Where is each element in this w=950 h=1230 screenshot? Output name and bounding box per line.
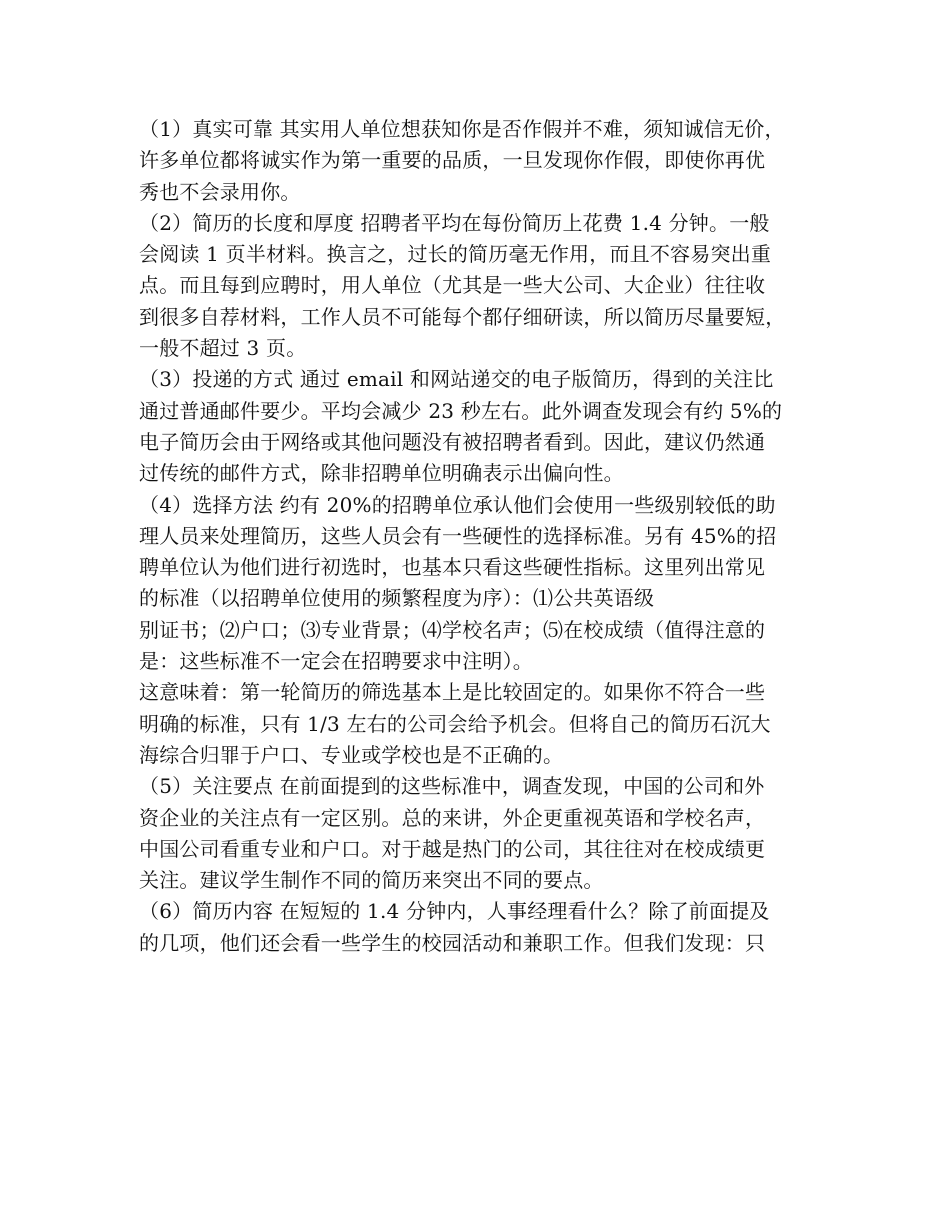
- text-line: 到很多自荐材料，工作人员不可能每个都仔细研读，所以简历尽量要短，: [139, 304, 786, 329]
- text-line: 海综合归罪于户口、专业或学校也是不正确的。: [139, 742, 564, 767]
- text-line: 的几项，他们还会看一些学生的校园活动和兼职工作。但我们发现：只: [139, 930, 766, 955]
- text-line: 这意味着：第一轮简历的筛选基本上是比较固定的。如果你不符合一些: [139, 680, 766, 705]
- text-line: 理人员来处理简历，这些人员会有一些硬性的选择标准。另有 45%的招: [139, 523, 777, 548]
- text-line: 点。而且每到应聘时，用人单位（尤其是一些大公司、大企业）往往收: [139, 273, 766, 298]
- text-line: （6）简历内容 在短短的 1.4 分钟内，人事经理看什么？除了前面提及: [139, 899, 770, 924]
- text-line: （4）选择方法 约有 20%的招聘单位承认他们会使用一些级别较低的助: [139, 492, 776, 517]
- text-line: 一般不超过 3 页。: [139, 336, 307, 361]
- text-line: （5）关注要点 在前面提到的这些标准中，调查发现，中国的公司和外: [139, 774, 765, 799]
- text-line: 过传统的邮件方式，除非招聘单位明确表示出偏向性。: [139, 461, 624, 486]
- text-line: （1）真实可靠 其实用人单位想获知你是否作假并不难，须知诚信无价，: [139, 117, 785, 141]
- text-line: 是：这些标准不一定会在招聘要求中注明）。: [139, 649, 533, 674]
- text-line: 秀也不会录用你。: [139, 179, 301, 204]
- text-line: 别证书；⑵户口；⑶专业背景；⑷学校名声；⑸在校成绩（值得注意的: [139, 617, 766, 642]
- text-line: 通过普通邮件要少。平均会减少 23 秒左右。此外调查发现会有约 5%的: [139, 398, 783, 423]
- text-line: （2）简历的长度和厚度 招聘者平均在每份简历上花费 1.4 分钟。一般: [139, 210, 770, 235]
- text-line: 许多单位都将诚实作为第一重要的品质，一旦发现你作假，即使你再优: [139, 148, 766, 173]
- text-line: 聘单位认为他们进行初选时，也基本只看这些硬性指标。这里列出常见: [139, 555, 766, 580]
- text-line: 会阅读 1 页半材料。换言之，过长的简历毫无作用，而且不容易突出重: [139, 242, 772, 267]
- text-line: （3）投递的方式 通过 email 和网站递交的电子版简历，得到的关注比: [139, 367, 774, 392]
- text-line: 电子简历会由于网络或其他问题没有被招聘者看到。因此，建议仍然通: [139, 429, 766, 454]
- text-line: 的标准（以招聘单位使用的频繁程度为序）：⑴公共英语级: [139, 586, 655, 611]
- text-line: 资企业的关注点有一定区别。总的来讲，外企更重视英语和学校名声，: [139, 805, 766, 830]
- text-line: 明确的标准，只有 1/3 左右的公司会给予机会。但将自己的简历石沉大: [139, 711, 771, 736]
- text-line: 关注。建议学生制作不同的简历来突出不同的要点。: [139, 868, 604, 893]
- document-body: [139, 114, 815, 959]
- text-line: 中国公司看重专业和户口。对于越是热门的公司，其往往对在校成绩更: [139, 836, 766, 861]
